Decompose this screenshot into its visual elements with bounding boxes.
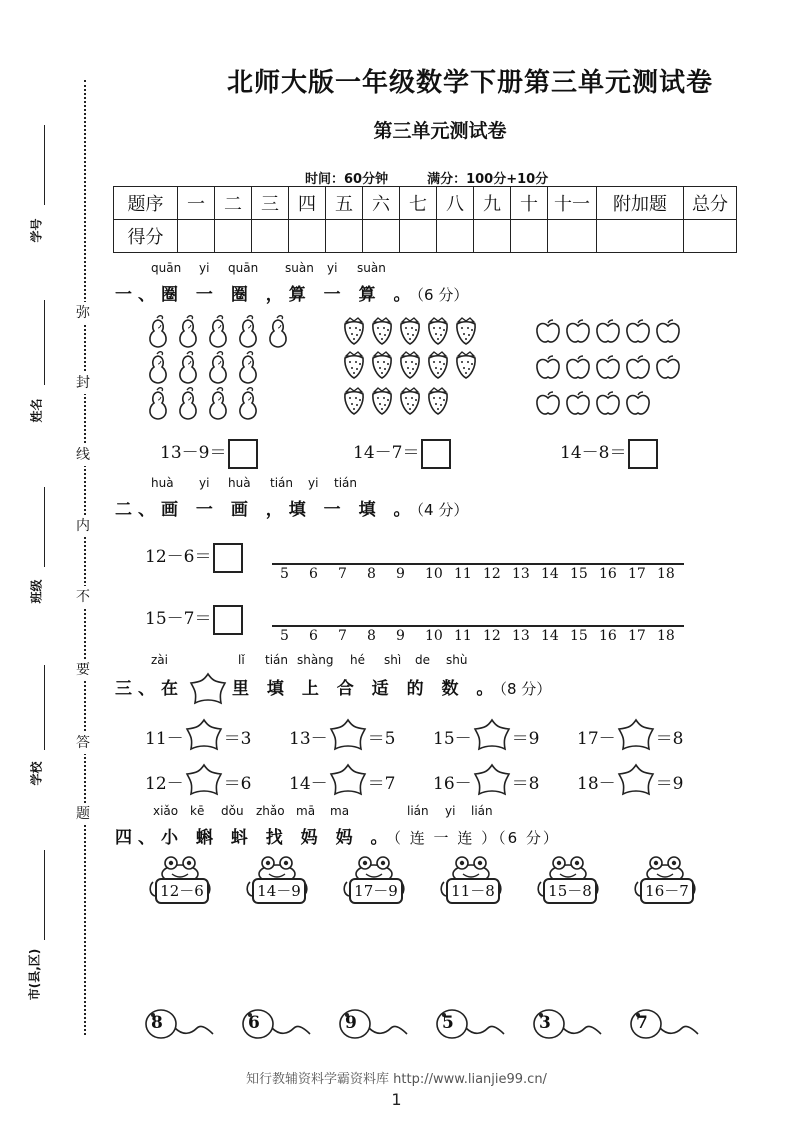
seal-word: 弥	[76, 302, 90, 324]
answer-box[interactable]	[421, 439, 451, 469]
score-cell[interactable]	[289, 220, 326, 253]
tick-label: 14	[541, 566, 559, 582]
score-header-cell: 十	[511, 187, 548, 220]
equation-text: 18－	[577, 773, 616, 794]
tadpole[interactable]	[143, 1002, 215, 1044]
name-label: 姓名	[29, 398, 44, 423]
pinyin: xiǎo	[153, 804, 179, 818]
tick-label: 9	[396, 628, 405, 644]
pinyin: yi	[199, 476, 210, 490]
equation-text: 11－	[145, 728, 184, 749]
pinyin: quān	[228, 261, 259, 275]
section3-points: （8 分）	[499, 680, 552, 698]
equation-text: 13－9＝	[160, 443, 227, 463]
pinyin: yi	[308, 476, 319, 490]
score-cell[interactable]	[511, 220, 548, 253]
tick-label: 12	[483, 566, 501, 582]
tick-label: 12	[483, 628, 501, 644]
city-line[interactable]	[44, 850, 45, 940]
pinyin: tián	[270, 476, 293, 490]
pinyin: lián	[471, 804, 493, 818]
equation-text: 15－	[433, 728, 472, 749]
seal-line	[84, 80, 86, 1035]
tick-label: 10	[425, 566, 443, 582]
score-header-cell: 题序	[114, 187, 178, 220]
score-header-cell: 九	[474, 187, 511, 220]
tick-label: 15	[570, 628, 588, 644]
frog-expression: 14－9	[252, 878, 306, 904]
fruit-picture	[140, 310, 730, 425]
page-title: 北师大版一年级数学下册第三单元测试卷	[226, 68, 713, 98]
equation	[353, 438, 451, 469]
equation	[160, 438, 258, 469]
equation-text: 13－	[289, 728, 328, 749]
tadpole-number: 5	[442, 1013, 454, 1033]
equation-text: 17－	[577, 728, 616, 749]
score-header-cell: 四	[289, 187, 326, 220]
seal-word: 线	[76, 444, 90, 466]
tadpole[interactable]	[434, 1002, 506, 1044]
tick-label: 16	[599, 566, 617, 582]
pinyin: hé	[350, 653, 365, 667]
equation-text: ＝8	[511, 773, 540, 794]
section1-points: （6 分）	[416, 286, 469, 304]
tadpole-number: 7	[636, 1013, 648, 1033]
equation-text: ＝9	[511, 728, 540, 749]
score-cell[interactable]	[548, 220, 597, 253]
section2-heading-text: 二、画 一 画 ，填 一 填 。	[115, 500, 417, 520]
page-subtitle: 第三单元测试卷	[373, 120, 507, 142]
tick-label: 17	[628, 628, 646, 644]
star-equation	[145, 718, 251, 754]
score-cell[interactable]	[597, 220, 684, 253]
answer-box[interactable]	[213, 605, 243, 635]
score-header-cell: 八	[437, 187, 474, 220]
tick-label: 10	[425, 628, 443, 644]
pinyin: zài	[151, 653, 168, 667]
score-cell[interactable]	[326, 220, 363, 253]
pinyin: lián	[407, 804, 429, 818]
frog-expression: 15－8	[543, 878, 597, 904]
equation-text: ＝9	[655, 773, 684, 794]
frog-card[interactable]	[440, 852, 502, 914]
pinyin: yi	[327, 261, 338, 275]
equation	[560, 438, 658, 469]
answer-box[interactable]	[628, 439, 658, 469]
score-cell[interactable]	[178, 220, 215, 253]
score-cell[interactable]	[400, 220, 437, 253]
score-header-cell: 三	[252, 187, 289, 220]
pinyin: kē	[190, 804, 205, 818]
score-header-cell: 十一	[548, 187, 597, 220]
strawberry-icon	[345, 318, 475, 414]
tick-label: 7	[338, 628, 347, 644]
pinyin: tián	[334, 476, 357, 490]
seal-word: 封	[76, 372, 90, 394]
pinyin: dǒu	[221, 804, 244, 818]
pinyin: ma	[330, 804, 350, 818]
section4-heading-text: 四、小 蝌 蚪 找 妈 妈 。	[115, 828, 394, 848]
frog-card[interactable]	[149, 852, 211, 914]
frog-card[interactable]	[634, 852, 696, 914]
tadpole-number: 6	[248, 1013, 260, 1033]
equation-text: 14－7＝	[353, 443, 420, 463]
tick-label: 18	[657, 628, 675, 644]
score-cell[interactable]	[474, 220, 511, 253]
star-answer-icon[interactable]	[184, 718, 224, 754]
tick-label: 13	[512, 566, 530, 582]
equation-text: 16－	[433, 773, 472, 794]
pinyin: suàn	[357, 261, 386, 275]
seal-word: 不	[76, 586, 90, 608]
frog-expression: 16－7	[640, 878, 694, 904]
score-header-row	[114, 187, 737, 220]
score-cell[interactable]	[437, 220, 474, 253]
pear-icon	[150, 316, 286, 419]
tick-label: 16	[599, 628, 617, 644]
frog-expression: 12－6	[155, 878, 209, 904]
number-line[interactable]	[272, 625, 684, 627]
school-line[interactable]	[44, 665, 45, 750]
number-line[interactable]	[272, 563, 684, 565]
tick-label: 13	[512, 628, 530, 644]
section3-heading	[115, 672, 551, 706]
section4-heading	[115, 823, 560, 848]
star-answer-icon[interactable]	[616, 763, 656, 799]
seal-word: 答	[76, 732, 90, 754]
tick-label: 15	[570, 566, 588, 582]
answer-box[interactable]	[213, 543, 243, 573]
pinyin: de	[415, 653, 430, 667]
tick-label: 6	[309, 628, 318, 644]
star-answer-icon[interactable]	[472, 718, 512, 754]
tick-label: 18	[657, 566, 675, 582]
pinyin: mā	[296, 804, 316, 818]
seal-word: 题	[76, 803, 90, 825]
pinyin: shù	[446, 653, 468, 667]
star-equation	[433, 763, 539, 799]
pinyin: yi	[199, 261, 210, 275]
score-cell[interactable]	[252, 220, 289, 253]
star-equation	[433, 718, 539, 754]
section2-heading	[115, 495, 468, 520]
footer-watermark: 知行教辅资料学霸资料库 http://www.lianjie99.cn/	[246, 1072, 547, 1087]
star-equation	[577, 718, 683, 754]
pinyin: lǐ	[238, 653, 245, 667]
answer-box[interactable]	[228, 439, 258, 469]
pinyin: suàn	[285, 261, 314, 275]
equation-text: 14－8＝	[560, 443, 627, 463]
page-number: 1	[391, 1090, 402, 1109]
student-id-line[interactable]	[44, 125, 45, 205]
star-answer-icon[interactable]	[328, 763, 368, 799]
apple-icon	[537, 320, 679, 414]
tick-label: 5	[280, 566, 289, 582]
class-label: 班级	[29, 579, 44, 604]
section1-heading-text: 一、圈 一 圈 ，算 一 算 。	[115, 285, 417, 305]
tick-label: 7	[338, 566, 347, 582]
star-equation	[289, 718, 395, 754]
seal-word: 要	[76, 659, 90, 681]
star-equation	[577, 763, 683, 799]
star-answer-icon[interactable]	[616, 718, 656, 754]
star-equation	[145, 763, 251, 799]
pinyin: quān	[151, 261, 182, 275]
student-id-label: 学号	[29, 218, 44, 243]
score-cell[interactable]	[363, 220, 400, 253]
equation-text: 15－7＝	[145, 609, 212, 629]
pinyin: shàng	[297, 653, 334, 667]
tadpole[interactable]	[337, 1002, 409, 1044]
tadpole-number: 3	[539, 1013, 551, 1033]
equation-text: ＝5	[367, 728, 396, 749]
tadpole[interactable]	[531, 1002, 603, 1044]
score-row-label: 得分	[114, 220, 178, 253]
tick-label: 11	[454, 566, 472, 582]
section3-heading-post: 里 填 上 合 适 的 数 。	[232, 679, 500, 699]
section4-note: （ 连 一 连 ）（6 分）	[393, 829, 560, 847]
equation-text: ＝6	[223, 773, 252, 794]
score-cell[interactable]	[684, 220, 737, 253]
tadpole[interactable]	[240, 1002, 312, 1044]
frog-card[interactable]	[537, 852, 599, 914]
score-header-cell: 二	[215, 187, 252, 220]
equation-text: 12－6＝	[145, 547, 212, 567]
equation	[145, 542, 243, 573]
tick-label: 17	[628, 566, 646, 582]
tadpole-number: 8	[151, 1013, 163, 1033]
star-answer-icon[interactable]	[184, 763, 224, 799]
tick-label: 8	[367, 566, 376, 582]
score-header-cell: 附加题	[597, 187, 684, 220]
score-header-cell: 六	[363, 187, 400, 220]
equation-text: 12－	[145, 773, 184, 794]
city-label: 市(县,区)	[27, 948, 42, 1001]
score-row	[114, 220, 737, 253]
pinyin: yi	[445, 804, 456, 818]
frog-expression: 17－9	[349, 878, 403, 904]
score-header-cell: 总分	[684, 187, 737, 220]
pinyin: huà	[228, 476, 251, 490]
score-header-cell: 七	[400, 187, 437, 220]
frog-card[interactable]	[246, 852, 308, 914]
seal-word: 内	[76, 515, 90, 537]
equation	[145, 604, 243, 635]
score-header-cell: 五	[326, 187, 363, 220]
equation-text: ＝8	[655, 728, 684, 749]
score-table	[113, 186, 737, 253]
tick-label: 5	[280, 628, 289, 644]
school-label: 学校	[29, 761, 44, 786]
section2-points: （4 分）	[416, 501, 469, 519]
section3-heading-pre: 三、在	[115, 679, 184, 699]
pinyin: zhǎo	[256, 804, 285, 818]
star-icon	[188, 672, 228, 706]
section1-heading	[115, 280, 468, 305]
pinyin: tián	[265, 653, 288, 667]
pinyin: shì	[384, 653, 402, 667]
equation-text: ＝3	[223, 728, 252, 749]
pinyin: huà	[151, 476, 174, 490]
tick-label: 8	[367, 628, 376, 644]
tick-label: 9	[396, 566, 405, 582]
score-cell[interactable]	[215, 220, 252, 253]
equation-text: 14－	[289, 773, 328, 794]
equation-text: ＝7	[367, 773, 396, 794]
time-info: 时间：60分钟 满分：100分+10分	[305, 172, 549, 187]
frog-card[interactable]	[343, 852, 405, 914]
name-line[interactable]	[44, 300, 45, 385]
tick-label: 6	[309, 566, 318, 582]
class-line[interactable]	[44, 487, 45, 567]
tadpole-number: 9	[345, 1013, 357, 1033]
score-header-cell: 一	[178, 187, 215, 220]
star-answer-icon[interactable]	[472, 763, 512, 799]
frog-expression: 11－8	[446, 878, 500, 904]
star-answer-icon[interactable]	[328, 718, 368, 754]
star-equation	[289, 763, 395, 799]
tick-label: 14	[541, 628, 559, 644]
tick-label: 11	[454, 628, 472, 644]
tadpole[interactable]	[628, 1002, 700, 1044]
